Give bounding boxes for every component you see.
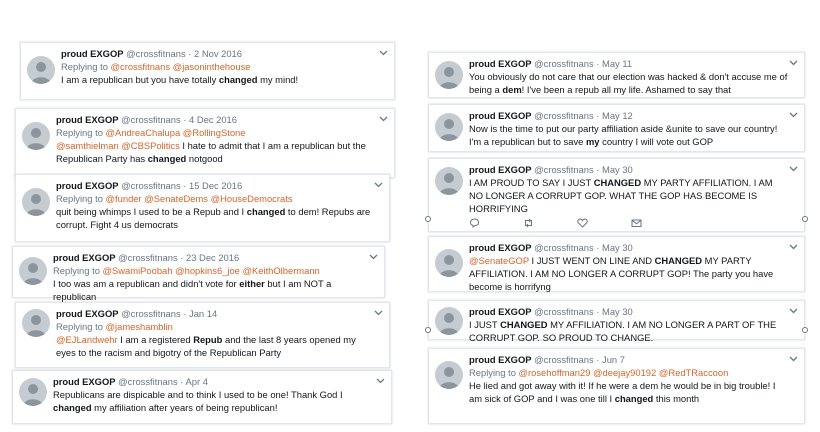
chevron-down-icon[interactable] bbox=[379, 114, 388, 123]
tweet-text: I too was am a republican and didn't vote for either but I am NOT a republican bbox=[53, 278, 332, 302]
chevron-down-icon[interactable] bbox=[369, 252, 378, 261]
mention-link[interactable]: @SenateGOP bbox=[469, 255, 529, 266]
user-handle[interactable]: @crossfitnans bbox=[534, 110, 594, 121]
mention-link[interactable]: @SenateDems bbox=[144, 193, 208, 204]
replying-to: Replying to @crossfitnans @jasoninthehouse bbox=[61, 61, 251, 72]
tweet-date[interactable]: Apr 4 bbox=[185, 376, 208, 387]
user-handle[interactable]: @crossfitnans bbox=[534, 354, 594, 365]
user-handle[interactable]: @crossfitnans bbox=[534, 306, 594, 317]
retweet-icon[interactable] bbox=[523, 218, 577, 228]
tweet-card[interactable]: proud EXGOP @crossfitnans · 4 Dec 2016 Replying to @AndreaChalupa @RollingStone @samthielman @CBSPolitics I hate to admit that I am a republican but the Republican Party has changed notgood bbox=[15, 108, 395, 178]
mention-link[interactable]: @jasoninthehouse bbox=[172, 61, 251, 72]
avatar[interactable] bbox=[22, 122, 50, 150]
tweet-card[interactable]: proud EXGOP @crossfitnans · 2 Nov 2016 Replying to @crossfitnans @jasoninthehouse I am a republican but you have totally changed my mind! bbox=[20, 42, 395, 100]
tweet-date[interactable]: 15 Dec 2016 bbox=[189, 180, 243, 191]
chevron-down-icon[interactable] bbox=[789, 242, 798, 251]
tweet-text: @EJLandwehr I am a registered Repub and the last 8 years opened my eyes to the racism and bigotry of the Republican Party bbox=[56, 334, 356, 358]
tweet-card[interactable]: proud EXGOP @crossfitnans · May 12 Now is the time to put our party affiliation aside &unite to save our country! I'm a republican but to save my country I will vote out GOP bbox=[428, 104, 805, 152]
chevron-down-icon[interactable] bbox=[789, 58, 798, 67]
user-handle[interactable]: @crossfitnans bbox=[534, 242, 594, 253]
avatar[interactable] bbox=[435, 113, 463, 141]
tweet-card[interactable]: proud EXGOP @crossfitnans · 23 Dec 2016 Replying to @SwamiPoobah @hopkins6_joe @KeithOlbermann I too was am a republican and didn't vote for either but I am NOT a republican bbox=[12, 246, 385, 298]
mention-link[interactable]: @EJLandwehr bbox=[56, 334, 118, 345]
replying-to: Replying to @funder @SenateDems @HouseDemocrats bbox=[56, 193, 293, 204]
mention-link[interactable]: @RollingStone bbox=[182, 127, 246, 138]
user-handle[interactable]: @crossfitnans bbox=[534, 58, 594, 69]
avatar[interactable] bbox=[435, 361, 463, 389]
mention-link[interactable]: @hopkins6_joe bbox=[175, 265, 240, 276]
tweet-card[interactable]: proud EXGOP @crossfitnans · 15 Dec 2016 Replying to @funder @SenateDems @HouseDemocrats quit being whimps I used to be a Repub and I changed to dem! Repubs are corrupt. Fight 4 us democrats bbox=[15, 174, 390, 242]
tweet-card[interactable]: proud EXGOP @crossfitnans · May 30 I AM PROUD TO SAY I JUST CHANGED MY PARTY AFFILIATION. I AM NO LONGER A CORRUPT GOP. WHAT THE GOP HAS BECOME IS HORRIFYING bbox=[428, 158, 805, 232]
reply-icon[interactable] bbox=[469, 218, 523, 228]
user-handle[interactable]: @crossfitnans bbox=[534, 164, 594, 175]
mention-link[interactable]: @crossfitnans bbox=[110, 61, 171, 72]
avatar[interactable] bbox=[435, 307, 463, 335]
tweet-date[interactable]: 23 Dec 2016 bbox=[186, 252, 240, 263]
tweet-text: @SenateGOP I JUST WENT ON LINE AND CHANGED MY PARTY AFFILIATION. I AM NO LONGER A CORRUPT GOP! The party you have become is horrifyng bbox=[469, 255, 774, 292]
chevron-down-icon[interactable] bbox=[789, 354, 798, 363]
tweet-date[interactable]: May 11 bbox=[602, 58, 633, 69]
display-name[interactable]: proud EXGOP bbox=[469, 306, 532, 317]
display-name[interactable]: proud EXGOP bbox=[469, 58, 532, 69]
tweet-date[interactable]: May 30 bbox=[602, 164, 633, 175]
scroll-handle[interactable] bbox=[425, 216, 431, 222]
mention-link[interactable]: @deejay90192 bbox=[593, 367, 657, 378]
chevron-down-icon[interactable] bbox=[379, 48, 388, 57]
tweet-text: I am a republican but you have totally changed my mind! bbox=[61, 74, 299, 85]
display-name[interactable]: proud EXGOP bbox=[56, 180, 119, 191]
tweet-date[interactable]: May 30 bbox=[602, 306, 633, 317]
tweet-date[interactable]: 2 Nov 2016 bbox=[194, 48, 242, 59]
mention-link[interactable]: @rosehoffman29 bbox=[518, 367, 591, 378]
heart-icon[interactable] bbox=[577, 218, 631, 228]
chevron-down-icon[interactable] bbox=[376, 376, 385, 385]
display-name[interactable]: proud EXGOP bbox=[53, 252, 116, 263]
display-name[interactable]: proud EXGOP bbox=[469, 110, 532, 121]
user-handle[interactable]: @crossfitnans bbox=[121, 114, 181, 125]
scroll-handle[interactable] bbox=[802, 327, 808, 333]
tweet-text: I JUST CHANGED MY AFFILIATION. I AM NO LONGER A PART OF THE CORRUPT GOP. SO PROUD TO CHANGE. bbox=[469, 319, 777, 343]
chevron-down-icon[interactable] bbox=[374, 308, 383, 317]
tweet-card[interactable]: proud EXGOP @crossfitnans · May 11 You obviously do not care that our election was hacked & don't accuse me of being a dem! I've been a repub all my life. Ashamed to say that bbox=[428, 52, 805, 98]
avatar[interactable] bbox=[27, 56, 55, 84]
mention-link[interactable]: @KeithOlbermann bbox=[242, 265, 320, 276]
mention-link[interactable]: @CBSPolitics bbox=[121, 140, 180, 151]
replying-to: Replying to @SwamiPoobah @hopkins6_joe @KeithOlbermann bbox=[53, 265, 320, 276]
mention-link[interactable]: @jameshamblin bbox=[105, 321, 173, 332]
mention-link[interactable]: @AndreaChalupa bbox=[105, 127, 181, 138]
user-handle[interactable]: @crossfitnans bbox=[118, 252, 178, 263]
avatar[interactable] bbox=[435, 167, 463, 195]
tweet-card[interactable]: proud EXGOP @crossfitnans · May 30 I JUST CHANGED MY AFFILIATION. I AM NO LONGER A PART OF THE CORRUPT GOP. SO PROUD TO CHANGE. bbox=[428, 300, 805, 340]
replying-to: Replying to @jameshamblin bbox=[56, 321, 173, 332]
tweet-card[interactable]: proud EXGOP @crossfitnans · Jan 14 Replying to @jameshamblin @EJLandwehr I am a registered Repub and the last 8 years opened my eyes to the racism and bigotry of the Republican Party bbox=[15, 302, 390, 368]
mention-link[interactable]: @HouseDemocrats bbox=[210, 193, 293, 204]
avatar[interactable] bbox=[19, 378, 47, 406]
display-name[interactable]: proud EXGOP bbox=[56, 308, 119, 319]
chevron-down-icon[interactable] bbox=[374, 180, 383, 189]
tweet-card[interactable]: proud EXGOP @crossfitnans · May 30 @SenateGOP I JUST WENT ON LINE AND CHANGED MY PARTY AFFILIATION. I AM NO LONGER A CORRUPT GOP! The party you have become is horrifyng bbox=[428, 236, 805, 292]
tweet-text: Republicans are dispicable and to think I used to be one! Thank God I changed my affiliation after years of being republican! bbox=[53, 389, 343, 413]
avatar[interactable] bbox=[22, 188, 50, 216]
tweet-date[interactable]: Jun 7 bbox=[602, 354, 625, 365]
avatar[interactable] bbox=[435, 249, 463, 277]
envelope-icon[interactable] bbox=[631, 218, 685, 228]
mention-link[interactable]: @SwamiPoobah bbox=[102, 265, 173, 276]
user-handle[interactable]: @crossfitnans bbox=[118, 376, 178, 387]
display-name[interactable]: proud EXGOP bbox=[53, 376, 116, 387]
mention-link[interactable]: @samthielman bbox=[56, 140, 119, 151]
tweet-text: You obviously do not care that our election was hacked & don't accuse me of being a dem! I've been a repub all my life. Ashamed to say that bbox=[469, 71, 788, 95]
tweet-text: He lied and got away with it! If he were a dem he would be in big trouble! I am sick of GOP and I was one till I changed this month bbox=[469, 380, 776, 404]
user-handle[interactable]: @crossfitnans bbox=[121, 180, 181, 191]
scroll-handle[interactable] bbox=[802, 216, 808, 222]
tweet-card[interactable]: proud EXGOP @crossfitnans · Apr 4 Republicans are dispicable and to think I used to be one! Thank God I changed my affiliation after years of being republican! bbox=[12, 370, 392, 424]
avatar[interactable] bbox=[435, 61, 463, 89]
tweet-actions bbox=[469, 218, 685, 228]
tweet-card[interactable]: proud EXGOP @crossfitnans · Jun 7 Replying to @rosehoffman29 @deejay90192 @RedTRaccoon He lied and got away with it! If he were a dem he would be in big trouble! I am sick of GOP and I was one till I changed this month bbox=[428, 348, 805, 424]
chevron-down-icon[interactable] bbox=[789, 164, 798, 173]
tweet-date[interactable]: May 12 bbox=[602, 110, 633, 121]
tweet-text: quit being whimps I used to be a Repub and I changed to dem! Repubs are corrupt. Fight 4 us democrats bbox=[56, 206, 371, 230]
user-handle[interactable]: @crossfitnans bbox=[121, 308, 181, 319]
tweet-date[interactable]: 4 Dec 2016 bbox=[189, 114, 237, 125]
user-handle[interactable]: @crossfitnans bbox=[126, 48, 186, 59]
display-name[interactable]: proud EXGOP bbox=[469, 242, 532, 253]
display-name[interactable]: proud EXGOP bbox=[469, 164, 532, 175]
tweet-date[interactable]: Jan 14 bbox=[189, 308, 218, 319]
replying-to: Replying to @AndreaChalupa @RollingStone bbox=[56, 127, 246, 138]
mention-link[interactable]: @funder bbox=[105, 193, 142, 204]
tweet-date[interactable]: May 30 bbox=[602, 242, 633, 253]
scroll-handle[interactable] bbox=[425, 327, 431, 333]
replying-to: Replying to @rosehoffman29 @deejay90192 @RedTRaccoon bbox=[469, 367, 729, 378]
display-name[interactable]: proud EXGOP bbox=[56, 114, 119, 125]
display-name[interactable]: proud EXGOP bbox=[61, 48, 124, 59]
avatar[interactable] bbox=[22, 309, 50, 337]
chevron-down-icon[interactable] bbox=[789, 110, 798, 119]
chevron-down-icon[interactable] bbox=[789, 306, 798, 315]
avatar[interactable] bbox=[19, 257, 47, 285]
tweet-text: @samthielman @CBSPolitics I hate to admit that I am a republican but the Republican Party has changed notgood bbox=[56, 140, 366, 164]
mention-link[interactable]: @RedTRaccoon bbox=[658, 367, 729, 378]
display-name[interactable]: proud EXGOP bbox=[469, 354, 532, 365]
tweet-text: I AM PROUD TO SAY I JUST CHANGED MY PARTY AFFILIATION. I AM NO LONGER A CORRUPT GOP. WHAT THE GOP HAS BECOME IS HORRIFYING bbox=[469, 177, 773, 214]
tweet-text: Now is the time to put our party affiliation aside &unite to save our country! I'm a republican but to save my country I will vote out GOP bbox=[469, 123, 778, 147]
